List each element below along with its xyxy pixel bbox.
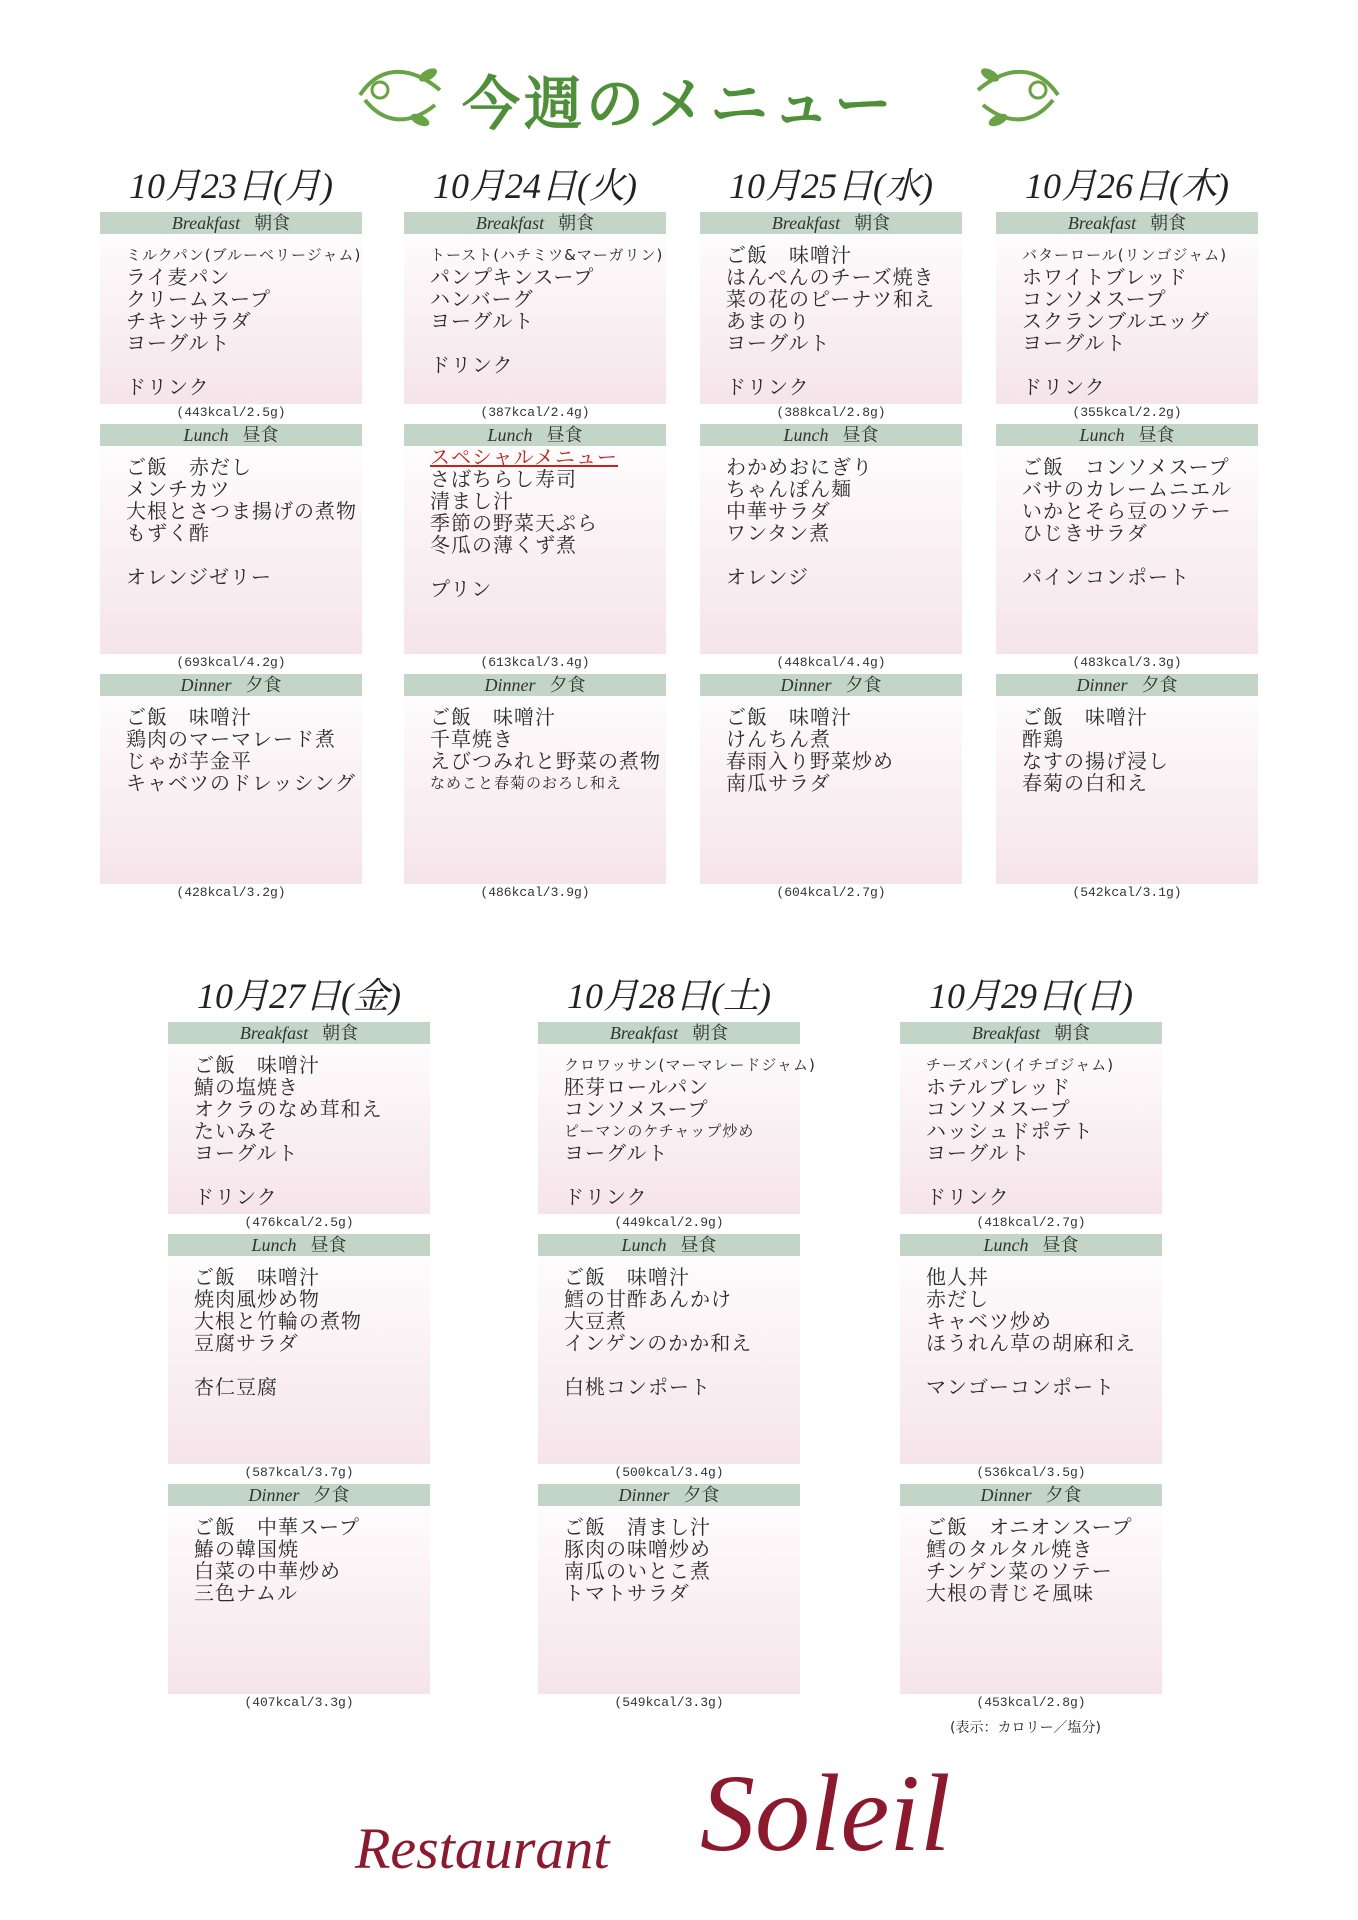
dinner-section xyxy=(996,674,1258,900)
menu-item: なめこと春菊のおろし和え xyxy=(430,774,623,792)
day-date: 10月29日(日) xyxy=(929,976,1133,1016)
meal-name-en: Breakfast xyxy=(609,1023,679,1043)
meal-name-ja: 朝食 xyxy=(692,1023,729,1044)
lunch-section xyxy=(404,424,666,670)
menu-item: コンソメスープ xyxy=(1022,287,1167,311)
meal-name-en: Lunch xyxy=(487,425,533,445)
menu-items xyxy=(900,1044,1162,1208)
menu-item: ドリンク xyxy=(430,353,514,377)
calorie-salt: (387kcal/2.4g) xyxy=(480,405,590,420)
menu-item: 焼肉風炒め物 xyxy=(194,1287,320,1311)
menu-item: 三色ナムル xyxy=(194,1581,298,1605)
menu-item: ちゃんぽん麺 xyxy=(726,477,852,501)
meal-name-en: Lunch xyxy=(1079,425,1125,445)
menu-item: はんぺんのチーズ焼き xyxy=(726,265,935,289)
menu-item: ドリンク xyxy=(564,1185,648,1209)
menu-items xyxy=(100,446,362,588)
lunch-header xyxy=(404,424,666,446)
menu-item: ご飯 清まし汁 xyxy=(564,1515,711,1539)
menu-item: 鶏肉のマーマレード煮 xyxy=(126,727,336,751)
lunch-header xyxy=(538,1234,800,1256)
menu-item: コンソメスープ xyxy=(564,1097,709,1121)
calorie-salt: (449kcal/2.9g) xyxy=(614,1215,724,1230)
menu-item: なすの揚げ浸し xyxy=(1022,749,1169,773)
menu-item: 清まし汁 xyxy=(430,489,514,513)
breakfast-header xyxy=(996,212,1258,234)
menu-item xyxy=(126,354,362,376)
menu-item: チキンサラダ xyxy=(126,309,252,333)
lunch-section xyxy=(700,424,962,670)
dinner-section xyxy=(538,1484,800,1710)
breakfast-section xyxy=(404,212,666,420)
header xyxy=(0,45,1358,155)
meal-name-ja: 昼食 xyxy=(546,425,583,446)
menu-item: 大根と竹輪の煮物 xyxy=(194,1309,362,1333)
calorie-salt: (604kcal/2.7g) xyxy=(776,885,886,900)
dinner-header xyxy=(404,674,666,696)
menu-item: 鯖の塩焼き xyxy=(194,1075,299,1099)
menu-item: わかめおにぎり xyxy=(726,455,873,479)
meal-name-ja: 朝食 xyxy=(322,1023,359,1044)
meal-name-en: Breakfast xyxy=(971,1023,1041,1043)
menu-item: ご飯 味噌汁 xyxy=(726,705,852,729)
menu-item: 中華サラダ xyxy=(726,499,831,523)
calorie-salt: (443kcal/2.5g) xyxy=(176,405,286,420)
day-column xyxy=(700,160,962,904)
meal-name-en: Breakfast xyxy=(771,213,841,233)
menu-item: クロワッサン(マーマレードジャム) xyxy=(564,1056,816,1074)
menu-item: クリームスープ xyxy=(126,287,271,311)
menu-item: 赤だし xyxy=(926,1287,989,1311)
lunch-header xyxy=(168,1234,430,1256)
menu-item: 大根とさつま揚げの煮物 xyxy=(126,499,357,523)
menu-item: いかとそら豆のソテー xyxy=(1022,499,1232,523)
legend-note: (表示：カロリー／塩分) xyxy=(950,1720,1101,1736)
menu-item: ドリンク xyxy=(926,1185,1010,1209)
menu-item: 胚芽ロールパン xyxy=(564,1075,710,1099)
meal-name-ja: 朝食 xyxy=(1054,1023,1091,1044)
meal-name-en: Breakfast xyxy=(1067,213,1137,233)
menu-item: ヨーグルト xyxy=(564,1141,669,1165)
menu-item: ドリンク xyxy=(126,375,210,399)
meal-name-ja: 朝食 xyxy=(558,213,595,234)
breakfast-header xyxy=(700,212,962,234)
menu-item: 大豆煮 xyxy=(564,1309,627,1333)
menu-item: 鰆の韓国焼 xyxy=(194,1537,299,1561)
menu-item: 豆腐サラダ xyxy=(194,1331,299,1355)
menu-item: ドリンク xyxy=(726,375,810,399)
meal-name-ja: 夕食 xyxy=(313,1485,350,1506)
menu-item: 春雨入り野菜炒め xyxy=(726,749,894,773)
lunch-header xyxy=(700,424,962,446)
dinner-header xyxy=(700,674,962,696)
menu-item: ご飯 味噌汁 xyxy=(726,243,852,267)
breakfast-header xyxy=(404,212,666,234)
menu-item: ご飯 味噌汁 xyxy=(194,1265,320,1289)
calorie-salt: (448kcal/4.4g) xyxy=(776,655,886,670)
day-date: 10月26日(木) xyxy=(1025,166,1229,206)
menu-item: ワンタン煮 xyxy=(726,521,831,545)
menu-item: ヨーグルト xyxy=(726,331,831,355)
meal-name-ja: 昼食 xyxy=(310,1235,347,1256)
day-column xyxy=(168,970,430,1714)
lunch-header xyxy=(100,424,362,446)
breakfast-header xyxy=(100,212,362,234)
menu-item: 千草焼き xyxy=(430,727,514,751)
menu-item xyxy=(1022,354,1258,376)
menu-item: チンゲン菜のソテー xyxy=(926,1559,1113,1583)
menu-item: ドリンク xyxy=(1022,375,1106,399)
meal-name-ja: 夕食 xyxy=(549,675,586,696)
meal-name-en: Lunch xyxy=(251,1235,297,1255)
menu-item: バターロール(リンゴジャム) xyxy=(1022,246,1228,264)
menu-item: ご飯 味噌汁 xyxy=(430,705,556,729)
dinner-section xyxy=(900,1484,1162,1710)
calorie-salt: (407kcal/3.3g) xyxy=(244,1695,354,1710)
menu-item: トースト(ハチミツ&マーガリン) xyxy=(430,246,664,264)
menu-item: 豚肉の味噌炒め xyxy=(564,1537,711,1561)
menu-item: ご飯 中華スープ xyxy=(194,1515,360,1539)
calorie-salt: (428kcal/3.2g) xyxy=(176,885,286,900)
menu-item: ヨーグルト xyxy=(430,309,535,333)
menu-item: ヨーグルト xyxy=(1022,331,1127,355)
meal-name-ja: 昼食 xyxy=(1042,1235,1079,1256)
menu-item: ライ麦パン xyxy=(126,265,231,289)
meal-name-ja: 夕食 xyxy=(1141,675,1178,696)
breakfast-section xyxy=(100,212,362,420)
lunch-section xyxy=(168,1234,430,1480)
dinner-header xyxy=(996,674,1258,696)
menu-item: 酢鶏 xyxy=(1022,727,1064,751)
menu-item: 他人丼 xyxy=(926,1265,989,1289)
meal-name-ja: 夕食 xyxy=(683,1485,720,1506)
menu-item: オレンジゼリー xyxy=(126,565,272,589)
menu-item xyxy=(126,544,362,566)
meal-name-en: Breakfast xyxy=(475,213,545,233)
day-column xyxy=(538,970,816,1714)
menu-item: メンチカツ xyxy=(126,477,231,501)
menu-item: パインコンポート xyxy=(1022,565,1190,589)
menu-item xyxy=(926,1164,1162,1186)
meal-name-en: Dinner xyxy=(980,1485,1032,1505)
calorie-salt: (542kcal/3.1g) xyxy=(1072,885,1182,900)
calorie-salt: (486kcal/3.9g) xyxy=(480,885,590,900)
menu-item: たいみそ xyxy=(194,1119,278,1143)
logo-restaurant: Restaurant xyxy=(355,1816,610,1881)
menu-item: キャベツ炒め xyxy=(926,1309,1052,1333)
menu-item: 菜の花のピーナツ和え xyxy=(726,287,935,311)
meal-name-ja: 夕食 xyxy=(1045,1485,1082,1506)
dinner-section xyxy=(100,674,362,900)
menu-items xyxy=(404,234,666,376)
menu-item: ハンバーグ xyxy=(430,287,534,311)
menu-items xyxy=(700,446,962,588)
menu-items xyxy=(996,446,1258,588)
menu-items xyxy=(100,234,362,398)
menu-item: 白桃コンポート xyxy=(564,1375,711,1399)
menu-item: バサのカレームニエル xyxy=(1022,477,1232,501)
day-column xyxy=(100,160,362,904)
dinner-header xyxy=(100,674,362,696)
leaf-ornament-icon xyxy=(968,45,1068,145)
calorie-salt: (418kcal/2.7g) xyxy=(976,1215,1086,1230)
menu-item: オレンジ xyxy=(726,565,809,589)
menu-items xyxy=(100,696,362,794)
menu-item: 白菜の中華炒め xyxy=(194,1559,341,1583)
day-date: 10月27日(金) xyxy=(197,976,401,1016)
meal-name-ja: 昼食 xyxy=(242,425,279,446)
meal-name-ja: 昼食 xyxy=(680,1235,717,1256)
breakfast-header xyxy=(168,1022,430,1044)
day-column xyxy=(996,160,1258,904)
menu-items xyxy=(700,234,962,398)
lunch-header xyxy=(996,424,1258,446)
menu-items xyxy=(996,696,1258,794)
menu-item: ほうれん草の胡麻和え xyxy=(926,1331,1136,1355)
calorie-salt: (693kcal/4.2g) xyxy=(176,655,286,670)
menu-items xyxy=(900,1506,1162,1604)
day-date: 10月23日(月) xyxy=(129,166,333,206)
menu-item: ご飯 味噌汁 xyxy=(1022,705,1148,729)
meal-name-en: Dinner xyxy=(618,1485,670,1505)
meal-name-en: Breakfast xyxy=(171,213,241,233)
menu-item: プリン xyxy=(430,577,493,601)
menu-item: ホテルブレッド xyxy=(926,1075,1071,1099)
menu-item: ホワイトブレッド xyxy=(1022,265,1188,289)
special-menu-label: スペシャルメニュー xyxy=(430,445,618,469)
breakfast-section xyxy=(700,212,962,420)
lunch-header xyxy=(900,1234,1162,1256)
menu-item xyxy=(926,1354,1162,1376)
meal-name-ja: 夕食 xyxy=(245,675,282,696)
logo-name: Soleil xyxy=(700,1752,951,1874)
breakfast-header xyxy=(538,1022,800,1044)
menu-item: ご飯 味噌汁 xyxy=(564,1265,690,1289)
menu-item xyxy=(1022,544,1258,566)
menu-item: ひじきサラダ xyxy=(1022,521,1148,545)
meal-name-en: Dinner xyxy=(248,1485,300,1505)
lunch-section xyxy=(538,1234,800,1480)
meal-name-en: Dinner xyxy=(180,675,232,695)
menu-items xyxy=(168,1506,430,1604)
menu-item xyxy=(726,354,962,376)
day-date: 10月24日(火) xyxy=(433,166,637,206)
meal-name-ja: 朝食 xyxy=(1150,213,1187,234)
menu-items xyxy=(996,234,1258,398)
menu-item: ドリンク xyxy=(194,1185,278,1209)
dinner-header xyxy=(538,1484,800,1506)
breakfast-section xyxy=(996,212,1258,420)
menu-item xyxy=(564,1164,800,1186)
lunch-section xyxy=(996,424,1258,670)
meal-name-ja: 朝食 xyxy=(254,213,291,234)
day-date: 10月25日(水) xyxy=(729,166,933,206)
meal-name-en: Breakfast xyxy=(239,1023,309,1043)
calorie-salt: (453kcal/2.8g) xyxy=(976,1695,1086,1710)
calorie-salt: (587kcal/3.7g) xyxy=(244,1465,354,1480)
calorie-salt: (476kcal/2.5g) xyxy=(244,1215,354,1230)
menu-item: トマトサラダ xyxy=(564,1581,690,1605)
breakfast-section xyxy=(538,1022,816,1230)
menu-item: けんちん煮 xyxy=(726,727,831,751)
menu-item: 冬瓜の薄くず煮 xyxy=(430,533,577,557)
meal-name-ja: 昼食 xyxy=(1138,425,1175,446)
menu-item xyxy=(194,1354,430,1376)
lunch-section xyxy=(900,1234,1162,1480)
menu-item: もずく酢 xyxy=(126,521,210,545)
menu-item: ご飯 赤だし xyxy=(126,455,252,479)
menu-item: 鱈の甘酢あんかけ xyxy=(564,1287,732,1311)
calorie-salt: (500kcal/3.4g) xyxy=(614,1465,724,1480)
menu-item: ご飯 コンソメスープ xyxy=(1022,455,1230,479)
menu-item: 春菊の白和え xyxy=(1022,771,1148,795)
menu-item: ご飯 味噌汁 xyxy=(126,705,252,729)
meal-name-en: Dinner xyxy=(1076,675,1128,695)
menu-item: パンプキンスープ xyxy=(430,265,595,289)
meal-name-en: Dinner xyxy=(780,675,832,695)
menu-item: 杏仁豆腐 xyxy=(194,1375,278,1399)
menu-item: さばちらし寿司 xyxy=(430,467,577,491)
menu-item: ミルクパン(ブルーベリージャム) xyxy=(126,246,362,264)
meal-name-en: Lunch xyxy=(621,1235,667,1255)
menu-item: ご飯 味噌汁 xyxy=(194,1053,320,1077)
meal-name-en: Dinner xyxy=(484,675,536,695)
menu-item: チーズパン(イチゴジャム) xyxy=(926,1056,1115,1074)
menu-items xyxy=(538,1256,800,1398)
menu-item: コンソメスープ xyxy=(926,1097,1071,1121)
menu-item: ピーマンのケチャップ炒め xyxy=(564,1122,755,1140)
dinner-section xyxy=(700,674,962,900)
menu-items xyxy=(404,696,666,794)
menu-item: えびつみれと野菜の煮物 xyxy=(430,749,661,773)
page-title: 今週のメニュー xyxy=(461,70,896,138)
menu-item: ハッシュドポテト xyxy=(926,1119,1094,1143)
menu-items xyxy=(538,1506,800,1604)
meal-name-ja: 昼食 xyxy=(842,425,879,446)
menu-item xyxy=(194,1164,430,1186)
menu-items xyxy=(168,1044,430,1208)
menu-item: 南瓜サラダ xyxy=(726,771,831,795)
menu-item: 大根の青じそ風味 xyxy=(926,1581,1094,1605)
meal-name-en: Lunch xyxy=(983,1235,1029,1255)
lunch-section xyxy=(100,424,362,670)
menu-item xyxy=(430,332,666,354)
menu-item: 季節の野菜天ぷら xyxy=(430,511,598,535)
calorie-salt: (388kcal/2.8g) xyxy=(776,405,886,420)
menu-item xyxy=(430,556,666,578)
menu-item: ヨーグルト xyxy=(194,1141,299,1165)
menu-item: ヨーグルト xyxy=(126,331,231,355)
menu-item: マンゴーコンポート xyxy=(926,1375,1115,1399)
menu-item: ヨーグルト xyxy=(926,1141,1031,1165)
breakfast-section xyxy=(900,1022,1162,1230)
menu-item: オクラのなめ茸和え xyxy=(194,1097,383,1121)
meal-name-ja: 夕食 xyxy=(845,675,882,696)
dinner-section xyxy=(404,674,666,900)
breakfast-header xyxy=(900,1022,1162,1044)
dinner-header xyxy=(900,1484,1162,1506)
menu-items xyxy=(538,1044,816,1209)
day-column xyxy=(900,970,1162,1714)
menu-item: ご飯 オニオンスープ xyxy=(926,1515,1133,1539)
calorie-salt: (613kcal/3.4g) xyxy=(480,655,590,670)
calorie-salt: (549kcal/3.3g) xyxy=(614,1695,724,1710)
menu-item xyxy=(564,1354,800,1376)
restaurant-logo xyxy=(0,1740,1358,1890)
meal-name-ja: 朝食 xyxy=(854,213,891,234)
menu-items xyxy=(700,696,962,794)
menu-items xyxy=(404,446,666,600)
menu-items xyxy=(168,1256,430,1398)
menu-item xyxy=(726,544,962,566)
day-date: 10月28日(土) xyxy=(567,976,771,1016)
menu-item: あまのり xyxy=(726,309,810,333)
meal-name-en: Lunch xyxy=(783,425,829,445)
calorie-salt: (536kcal/3.5g) xyxy=(976,1465,1086,1480)
menu-item: 南瓜のいとこ煮 xyxy=(564,1559,711,1583)
menu-item: キャベツのドレッシング xyxy=(126,771,356,795)
day-column xyxy=(404,160,666,904)
dinner-section xyxy=(168,1484,430,1710)
calorie-salt: (483kcal/3.3g) xyxy=(1072,655,1182,670)
menu-item: じゃが芋金平 xyxy=(126,749,252,773)
dinner-header xyxy=(168,1484,430,1506)
calorie-salt: (355kcal/2.2g) xyxy=(1072,405,1182,420)
menu-items xyxy=(900,1256,1162,1398)
menu-item: スクランブルエッグ xyxy=(1022,309,1210,333)
menu-item: 鱈のタルタル焼き xyxy=(926,1537,1094,1561)
meal-name-en: Lunch xyxy=(183,425,229,445)
breakfast-section xyxy=(168,1022,430,1230)
menu-item: インゲンのかか和え xyxy=(564,1331,753,1355)
